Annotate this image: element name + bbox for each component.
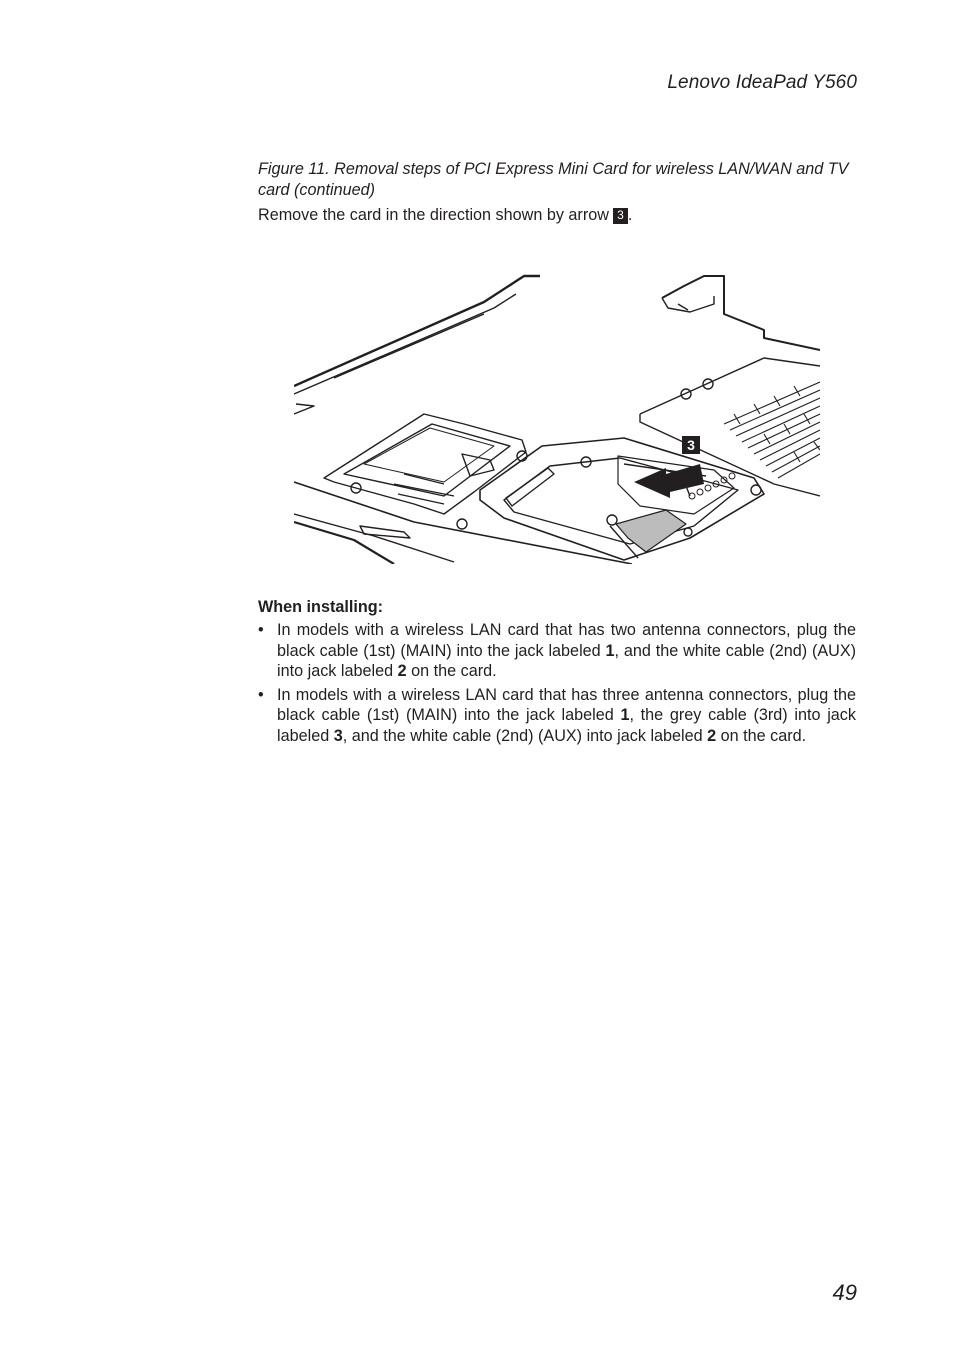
jack-label: 3 bbox=[333, 726, 343, 745]
note-text: on the card. bbox=[406, 662, 497, 680]
figure-caption: Figure 11. Removal steps of PCI Express Mini Card for wireless LAN/WAN and TV card (continued) bbox=[258, 160, 849, 199]
note-text: , and the white cable (2nd) (AUX) into jack labeled bbox=[277, 641, 857, 680]
bullet-marker: • bbox=[258, 621, 264, 639]
removal-instruction bbox=[258, 205, 858, 226]
installing-notes-list bbox=[258, 620, 856, 749]
jack-label: 1 bbox=[620, 706, 630, 724]
instruction-end: . bbox=[627, 206, 633, 224]
laptop-bottom-line-drawing bbox=[294, 274, 820, 564]
instruction-text: Remove the card in the direction shown by arrow bbox=[258, 206, 609, 224]
when-installing-heading: When installing: bbox=[258, 598, 383, 616]
jack-label: 2 bbox=[707, 726, 717, 745]
jack-label: 2 bbox=[397, 662, 407, 680]
page-number: 49 bbox=[832, 1280, 857, 1305]
note-text: , and the white cable (2nd) (AUX) into jack labeled bbox=[342, 726, 708, 745]
document-header-title: Lenovo IdeaPad Y560 bbox=[667, 72, 857, 93]
list-item bbox=[258, 620, 856, 682]
note-text: , the grey cable (3rd) into jack labeled bbox=[277, 706, 856, 745]
jack-label: 1 bbox=[605, 641, 615, 660]
note-text: on the card. bbox=[716, 726, 807, 745]
note-text: In models with a wireless LAN card that has three antenna connectors, plug the black cable (1st) (MAIN) into the jack labeled bbox=[277, 685, 856, 724]
step-3-badge: 3 bbox=[613, 208, 628, 224]
mini-card-removal-illustration bbox=[294, 274, 820, 564]
list-item bbox=[258, 685, 856, 747]
note-text: In models with a wireless LAN card that has two antenna connectors, plug the black cable (1st) (MAIN) into the jack labeled bbox=[277, 621, 856, 660]
bullet-marker: • bbox=[258, 685, 264, 704]
step-3-callout: 3 bbox=[682, 436, 700, 454]
